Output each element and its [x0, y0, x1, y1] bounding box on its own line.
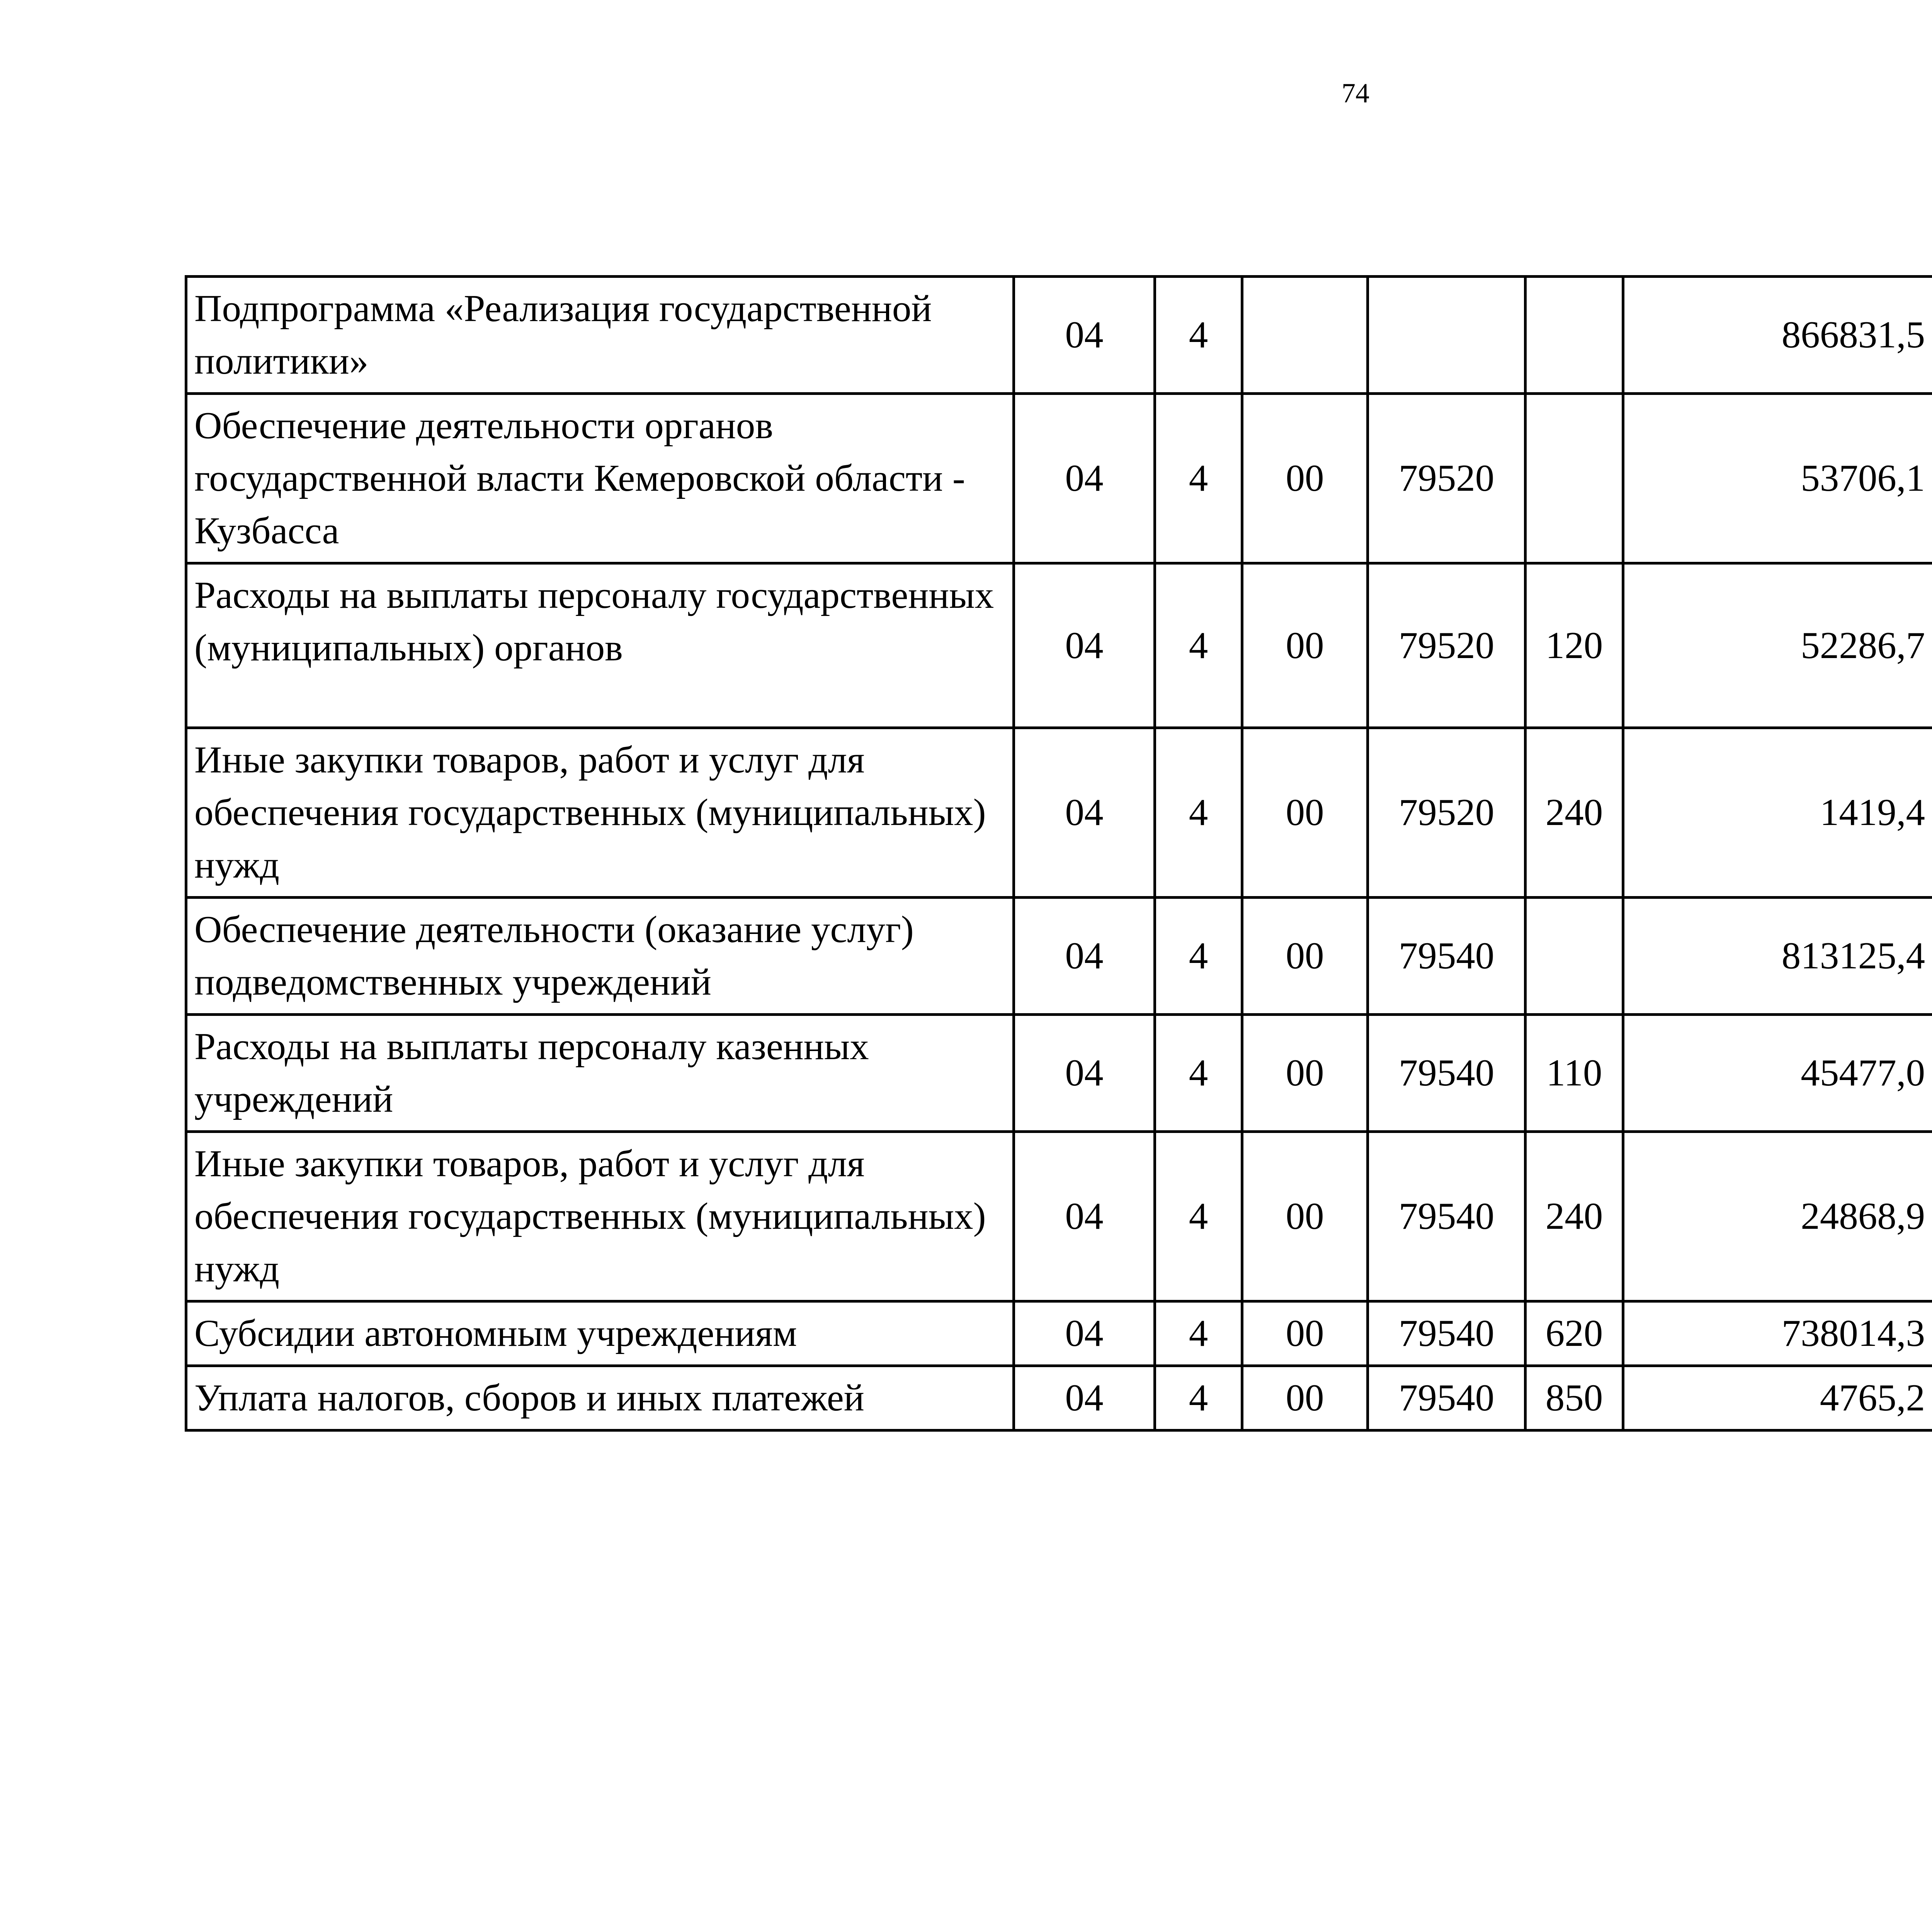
- direction-code: [1242, 277, 1368, 394]
- subprogram-code: 4: [1155, 728, 1242, 898]
- subprogram-code: 4: [1155, 277, 1242, 394]
- budget-table: [185, 275, 1932, 1432]
- direction-code: 00: [1242, 1015, 1368, 1132]
- row-name: Обеспечение деятельности (оказание услуг) подведомственных учреждений: [186, 898, 1014, 1015]
- subprogram-code: 4: [1155, 394, 1242, 563]
- vr-code: 110: [1526, 1015, 1623, 1132]
- section-code: 04: [1014, 277, 1155, 394]
- row-name: Обеспечение деятельности органов государственной власти Кемеровской области - Кузбасса: [186, 394, 1014, 563]
- vr-code: 620: [1526, 1301, 1623, 1366]
- direction-code: 00: [1242, 563, 1368, 728]
- section-code: 04: [1014, 728, 1155, 898]
- expense-code: 79520: [1368, 728, 1526, 898]
- sum-year-1: 4765,2: [1623, 1366, 1932, 1431]
- page-number: 74: [1342, 78, 1369, 109]
- expense-code: 79540: [1368, 898, 1526, 1015]
- row-name: Уплата налогов, сборов и иных платежей: [186, 1366, 1014, 1431]
- row-name: Расходы на выплаты персоналу казенных учреждений: [186, 1015, 1014, 1132]
- section-code: 04: [1014, 1366, 1155, 1431]
- expense-code: 79540: [1368, 1366, 1526, 1431]
- expense-code: 79540: [1368, 1015, 1526, 1132]
- section-code: 04: [1014, 1301, 1155, 1366]
- vr-code: [1526, 898, 1623, 1015]
- direction-code: 00: [1242, 1301, 1368, 1366]
- row-name: Иные закупки товаров, работ и услуг для обеспечения государственных (муниципальных) нужд: [186, 728, 1014, 898]
- expense-code: 79520: [1368, 394, 1526, 563]
- vr-code: 850: [1526, 1366, 1623, 1431]
- sum-year-1: 52286,7: [1623, 563, 1932, 728]
- expense-code: 79520: [1368, 563, 1526, 728]
- vr-code: 120: [1526, 563, 1623, 728]
- expense-code: 79540: [1368, 1301, 1526, 1366]
- sum-year-1: 45477,0: [1623, 1015, 1932, 1132]
- table-row: [186, 394, 1932, 563]
- table-row: [186, 1015, 1932, 1132]
- row-name: Иные закупки товаров, работ и услуг для обеспечения государственных (муниципальных) нужд: [186, 1132, 1014, 1301]
- table-row: [186, 277, 1932, 394]
- subprogram-code: 4: [1155, 1366, 1242, 1431]
- direction-code: 00: [1242, 898, 1368, 1015]
- subprogram-code: 4: [1155, 1132, 1242, 1301]
- section-code: 04: [1014, 394, 1155, 563]
- sum-year-1: 1419,4: [1623, 728, 1932, 898]
- subprogram-code: 4: [1155, 1301, 1242, 1366]
- subprogram-code: 4: [1155, 1015, 1242, 1132]
- row-name: Расходы на выплаты персоналу государственных (муниципальных) органов: [186, 563, 1014, 728]
- section-code: 04: [1014, 1132, 1155, 1301]
- direction-code: 00: [1242, 394, 1368, 563]
- table-row: [186, 1132, 1932, 1301]
- vr-code: [1526, 277, 1623, 394]
- vr-code: 240: [1526, 728, 1623, 898]
- subprogram-code: 4: [1155, 563, 1242, 728]
- table-row: [186, 1301, 1932, 1366]
- vr-code: 240: [1526, 1132, 1623, 1301]
- sum-year-1: 53706,1: [1623, 394, 1932, 563]
- table-row: [186, 563, 1932, 728]
- expense-code: [1368, 277, 1526, 394]
- direction-code: 00: [1242, 728, 1368, 898]
- table-row: [186, 898, 1932, 1015]
- direction-code: 00: [1242, 1366, 1368, 1431]
- section-code: 04: [1014, 898, 1155, 1015]
- section-code: 04: [1014, 563, 1155, 728]
- expense-code: 79540: [1368, 1132, 1526, 1301]
- row-name: Субсидии автономным учреждениям: [186, 1301, 1014, 1366]
- direction-code: 00: [1242, 1132, 1368, 1301]
- sum-year-1: 813125,4: [1623, 898, 1932, 1015]
- sum-year-1: 24868,9: [1623, 1132, 1932, 1301]
- table-row: [186, 728, 1932, 898]
- sum-year-1: 866831,5: [1623, 277, 1932, 394]
- table-row: [186, 1366, 1932, 1431]
- vr-code: [1526, 394, 1623, 563]
- sum-year-1: 738014,3: [1623, 1301, 1932, 1366]
- subprogram-code: 4: [1155, 898, 1242, 1015]
- section-code: 04: [1014, 1015, 1155, 1132]
- row-name: Подпрограмма «Реализация государственной политики»: [186, 277, 1014, 394]
